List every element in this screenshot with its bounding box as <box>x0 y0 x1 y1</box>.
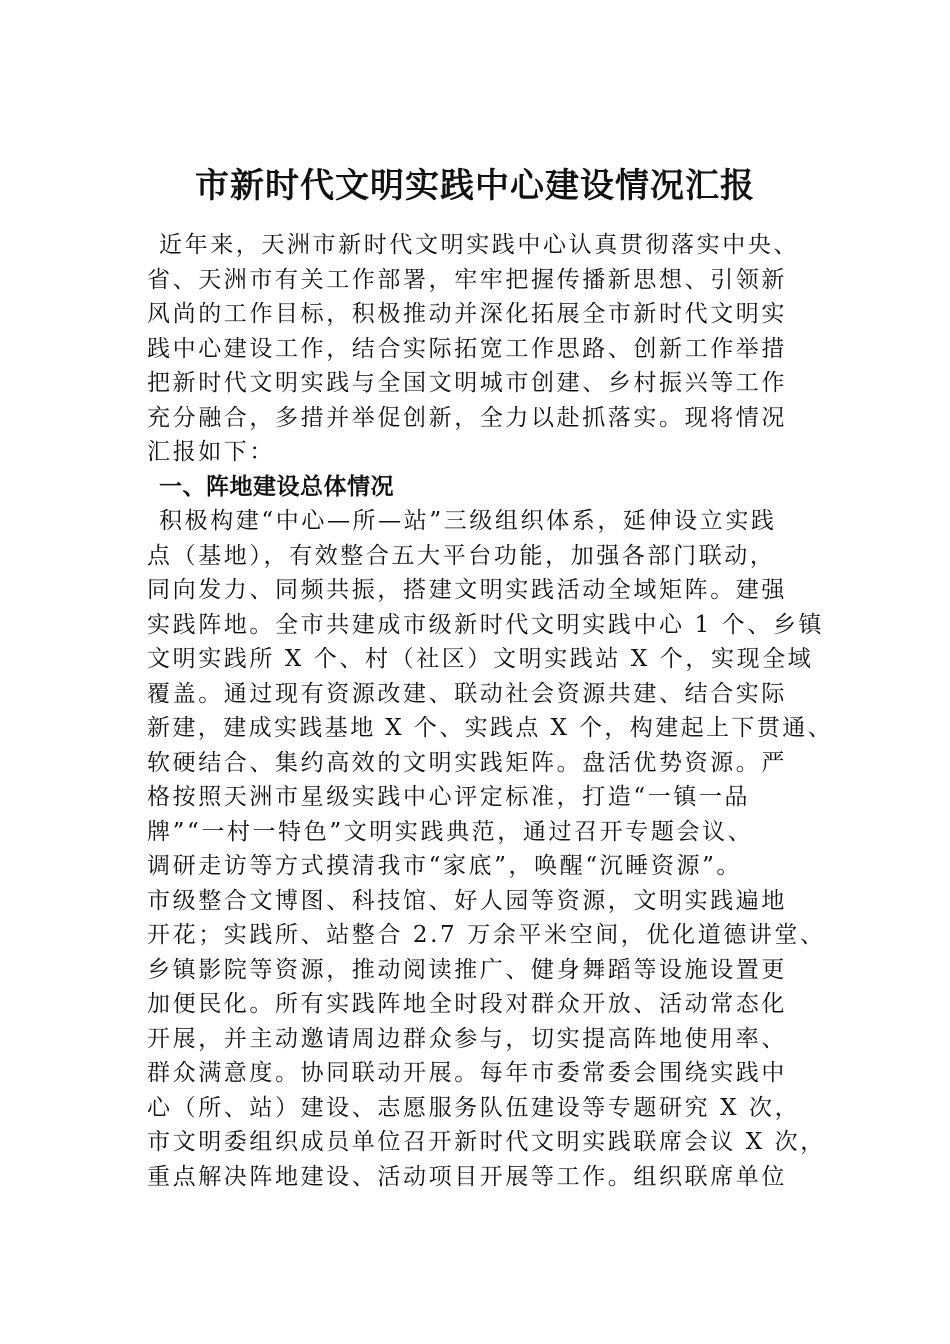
intro-line: 充分融合，多措并举促创新，全力以赴抓落实。现将情况 <box>147 404 787 431</box>
document-body <box>147 228 833 1194</box>
section-line: 心（所、站）建设、志愿服务队伍建设等专题研究 X 次， <box>147 1094 801 1121</box>
section-line: 群众满意度。协同联动开展。每年市委常委会围绕实践中 <box>147 1060 787 1086</box>
section-line: 市级整合文博图、科技馆、好人园等资源，文明实践遍地 <box>147 887 787 914</box>
section-line: 覆盖。通过现有资源改建、联动社会资源共建、结合实际 <box>147 680 787 707</box>
section-line: 市文明委组织成员单位召开新时代文明实践联席会议 X 次， <box>147 1129 826 1155</box>
section-line: 牌”“一村一特色”文明实践典范，通过召开专题会议、 <box>147 818 754 845</box>
intro-line: 践中心建设工作，结合实际拓宽工作思路、创新工作举措 <box>147 335 787 362</box>
intro-line: 风尚的工作目标，积极推动并深化拓展全市新时代文明实 <box>147 301 787 327</box>
section-line: 重点解决阵地建设、活动项目开展等工作。组织联席单位 <box>147 1163 787 1190</box>
section-line: 文明实践所 X 个、村（社区）文明实践站 X 个，实现全域 <box>147 646 814 672</box>
intro-line: 把新时代文明实践与全国文明城市创建、乡村振兴等工作 <box>147 370 787 396</box>
section-line: 新建，建成实践基地 X 个、实践点 X 个，构建起上下贯通、 <box>147 715 833 741</box>
document-title: 市新时代文明实践中心建设情况汇报 <box>195 166 755 206</box>
section-line: 加便民化。所有实践阵地全时段对群众开放、活动常态化 <box>147 991 787 1017</box>
section-line: 调研走访等方式摸清我市“家底”，唤醒“沉睡资源”。 <box>147 853 743 879</box>
section-line: 格按照天洲市星级实践中心评定标准，打造“一镇一品 <box>147 784 751 810</box>
intro-line: 省、天洲市有关工作部署，牢牢把握传播新思想、引领新 <box>147 266 787 293</box>
section-line: 开展，并主动邀请周边群众参与，切实提高阵地使用率、 <box>147 1025 787 1052</box>
section-line: 乡镇影院等资源，推动阅读推广、健身舞蹈等设施设置更 <box>147 956 787 983</box>
section-line: 积极构建“中心—所—站”三级组织体系，延伸设立实践 <box>159 508 777 534</box>
section-heading: 一、阵地建设总体情况 <box>159 473 394 500</box>
section-line: 软硬结合、集约高效的文明实践矩阵。盘活优势资源。严 <box>147 749 787 776</box>
section-line: 同向发力、同频共振，搭建文明实践活动全域矩阵。建强 <box>147 577 787 603</box>
section-line: 点（基地），有效整合五大平台功能，加强各部门联动， <box>147 542 776 569</box>
section-line: 实践阵地。全市共建成市级新时代文明实践中心 1 个、乡镇 <box>147 611 825 638</box>
intro-line: 汇报如下： <box>147 439 275 465</box>
intro-line: 近年来，天洲市新时代文明实践中心认真贯彻落实中央、 <box>159 232 799 258</box>
section-line: 开花；实践所、站整合 2.7 万余平米空间，优化道德讲堂、 <box>147 922 826 948</box>
